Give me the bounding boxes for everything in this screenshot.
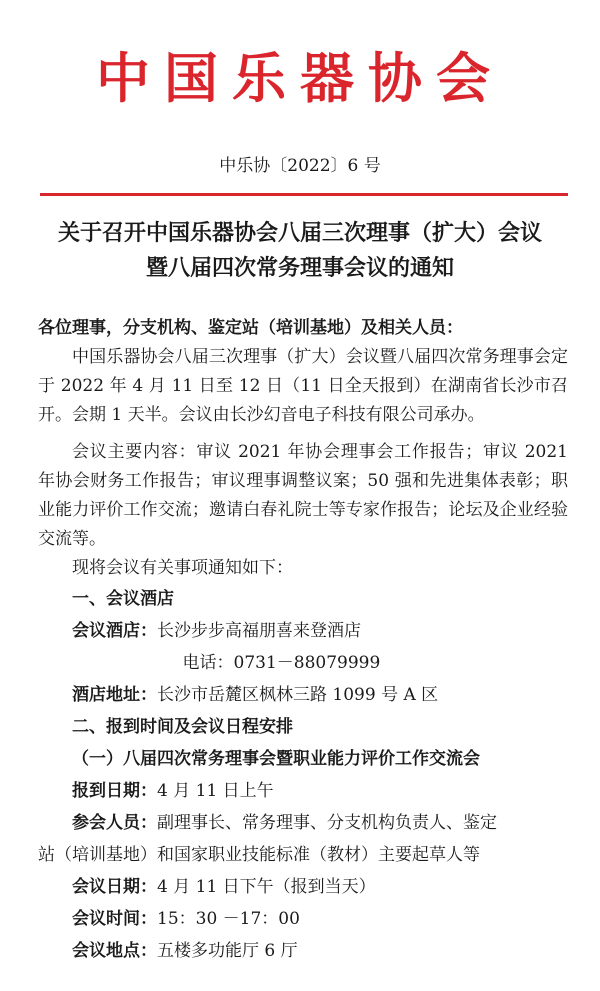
- hotel-address-label: 酒店地址：: [72, 685, 157, 705]
- hotel-name-label: 会议酒店：: [72, 621, 157, 641]
- checkin-date-row: [38, 775, 568, 807]
- hotel-address-value: 长沙市岳麓区枫林三路 1099 号 A 区: [157, 685, 439, 705]
- hotel-address-row: [38, 679, 568, 711]
- organization-name: 中国乐器协会: [96, 46, 504, 110]
- paragraph-meeting-info: 中国乐器协会八届三次理事（扩大）会议暨八届四次常务理事会定于 2022 年 4 月 11 日至 12 日（11 日全天报到）在湖南省长沙市召开。会期 1 天半。会议由长沙幻音电子科技有限公司承办。: [38, 347, 568, 425]
- meeting-date-value: 4 月 11 日下午（报到当天）: [157, 877, 376, 897]
- meeting-place-value: 五楼多功能厅 6 厅: [157, 941, 298, 961]
- checkin-date-label: 报到日期：: [72, 781, 157, 801]
- meeting-date-label: 会议日期：: [72, 877, 157, 897]
- notice-body: [38, 314, 568, 967]
- attendees-label: 参会人员：: [72, 813, 157, 833]
- meeting-place-row: [38, 935, 568, 967]
- meeting-place-label: 会议地点：: [72, 941, 157, 961]
- paragraph-meeting-content: 会议主要内容：审议 2021 年协会理事会工作报告；审议 2021 年协会财务工作报告；审议理事调整议案；50 强和先进集体表彰；职业能力评价工作交流；邀请白春礼院士等专家作报告；论坛及企业经验交流等。: [38, 442, 568, 549]
- subsection-standing-council-heading: （一）八届四次常务理事会暨职业能力评价工作交流会: [72, 749, 480, 769]
- title-line-2: 暨八届四次常务理事会议的通知: [145, 255, 454, 281]
- meeting-time-value: 15：30 －17：00: [157, 909, 300, 929]
- section-hotel-heading: 一、会议酒店: [72, 589, 174, 609]
- paragraph-notice-intro: 现将会议有关事项通知如下：: [72, 558, 293, 578]
- attendees-row: [38, 807, 568, 839]
- meeting-time-label: 会议时间：: [72, 909, 157, 929]
- meeting-time-row: [38, 903, 568, 935]
- header-divider: [40, 193, 568, 196]
- hotel-phone: 电话：0731－88079999: [182, 653, 381, 673]
- attendees-value: 副理事长、常务理事、分支机构负责人、鉴定: [157, 813, 497, 833]
- notice-title: [30, 216, 570, 286]
- attendees-continued: 站（培训基地）和国家职业技能标准（教材）主要起草人等: [38, 845, 480, 865]
- title-line-1: 关于召开中国乐器协会八届三次理事（扩大）会议: [57, 220, 542, 246]
- hotel-name-value: 长沙步步高福朋喜来登酒店: [157, 621, 361, 641]
- document-number: 中乐协〔2022〕6 号: [219, 156, 381, 176]
- meeting-date-row: [38, 871, 568, 903]
- salutation: 各位理事，分支机构、鉴定站（培训基地）及相关人员：: [38, 318, 463, 338]
- hotel-name-row: [38, 615, 568, 647]
- section-schedule-heading: 二、报到时间及会议日程安排: [72, 717, 293, 737]
- checkin-date-value: 4 月 11 日上午: [157, 781, 274, 801]
